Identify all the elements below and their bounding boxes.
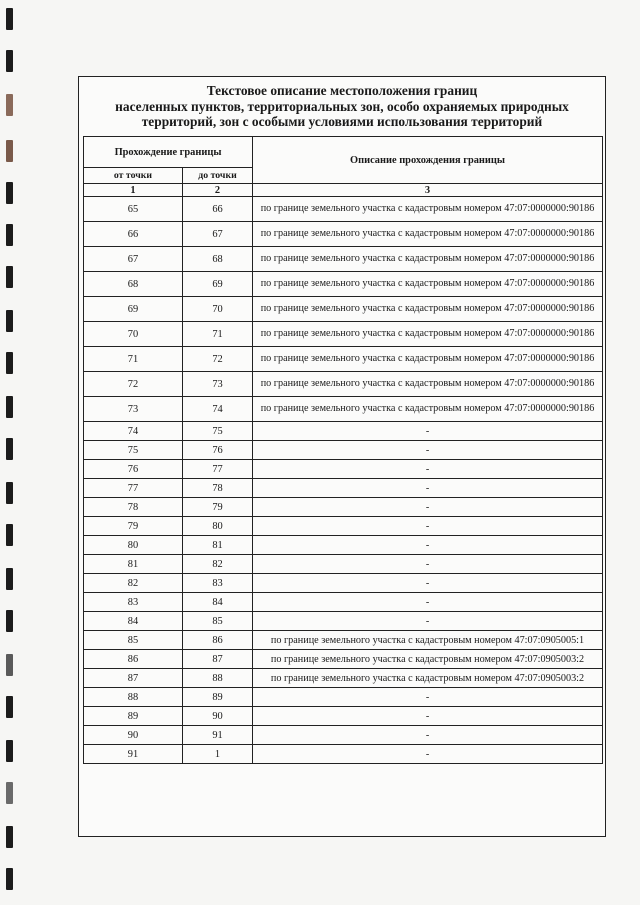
table-row xyxy=(84,517,603,536)
to-point-cell: 91 xyxy=(183,726,253,745)
table-row xyxy=(84,650,603,669)
to-point-cell: 81 xyxy=(183,536,253,555)
table-row xyxy=(84,397,603,422)
to-point-cell: 86 xyxy=(183,631,253,650)
col-number-1: 1 xyxy=(84,184,183,197)
description-cell: - xyxy=(253,460,603,479)
header-description: Описание прохождения границы xyxy=(253,137,603,184)
col-number-3: 3 xyxy=(253,184,603,197)
from-point-cell: 71 xyxy=(84,347,183,372)
to-point-cell: 88 xyxy=(183,669,253,688)
table-row xyxy=(84,372,603,397)
table-row xyxy=(84,631,603,650)
description-cell: - xyxy=(253,479,603,498)
from-point-cell: 65 xyxy=(84,197,183,222)
table-row xyxy=(84,297,603,322)
to-point-cell: 83 xyxy=(183,574,253,593)
to-point-cell: 72 xyxy=(183,347,253,372)
description-cell: по границе земельного участка с кадастровым номером 47:07:0000000:90186 xyxy=(253,347,603,372)
to-point-cell: 87 xyxy=(183,650,253,669)
to-point-cell: 69 xyxy=(183,272,253,297)
description-cell: - xyxy=(253,707,603,726)
table-row xyxy=(84,726,603,745)
table-row xyxy=(84,669,603,688)
from-point-cell: 81 xyxy=(84,555,183,574)
description-cell: по границе земельного участка с кадастровым номером 47:07:0905003:2 xyxy=(253,650,603,669)
description-cell: - xyxy=(253,555,603,574)
from-point-cell: 70 xyxy=(84,322,183,347)
from-point-cell: 69 xyxy=(84,297,183,322)
table-row xyxy=(84,247,603,272)
header-passage: Прохождение границы xyxy=(84,137,253,168)
table-body xyxy=(84,197,603,764)
description-cell: по границе земельного участка с кадастровым номером 47:07:0000000:90186 xyxy=(253,272,603,297)
description-cell: по границе земельного участка с кадастровым номером 47:07:0905003:2 xyxy=(253,669,603,688)
from-point-cell: 83 xyxy=(84,593,183,612)
table-row xyxy=(84,222,603,247)
description-cell: по границе земельного участка с кадастровым номером 47:07:0000000:90186 xyxy=(253,222,603,247)
table-row xyxy=(84,745,603,764)
description-cell: - xyxy=(253,422,603,441)
to-point-cell: 67 xyxy=(183,222,253,247)
description-cell: по границе земельного участка с кадастровым номером 47:07:0905005:1 xyxy=(253,631,603,650)
table-row xyxy=(84,272,603,297)
from-point-cell: 72 xyxy=(84,372,183,397)
from-point-cell: 73 xyxy=(84,397,183,422)
from-point-cell: 75 xyxy=(84,441,183,460)
description-cell: - xyxy=(253,517,603,536)
to-point-cell: 82 xyxy=(183,555,253,574)
table-row xyxy=(84,498,603,517)
col-number-2: 2 xyxy=(183,184,253,197)
to-point-cell: 73 xyxy=(183,372,253,397)
to-point-cell: 85 xyxy=(183,612,253,631)
table-row xyxy=(84,347,603,372)
description-cell: по границе земельного участка с кадастровым номером 47:07:0000000:90186 xyxy=(253,197,603,222)
from-point-cell: 82 xyxy=(84,574,183,593)
to-point-cell: 70 xyxy=(183,297,253,322)
description-cell: по границе земельного участка с кадастровым номером 47:07:0000000:90186 xyxy=(253,297,603,322)
from-point-cell: 90 xyxy=(84,726,183,745)
table-row xyxy=(84,422,603,441)
from-point-cell: 89 xyxy=(84,707,183,726)
to-point-cell: 89 xyxy=(183,688,253,707)
table-row xyxy=(84,707,603,726)
from-point-cell: 74 xyxy=(84,422,183,441)
to-point-cell: 75 xyxy=(183,422,253,441)
from-point-cell: 87 xyxy=(84,669,183,688)
from-point-cell: 67 xyxy=(84,247,183,272)
boundary-table xyxy=(83,136,603,764)
to-point-cell: 74 xyxy=(183,397,253,422)
header-from: от точки xyxy=(84,168,183,184)
header-to: до точки xyxy=(183,168,253,184)
to-point-cell: 80 xyxy=(183,517,253,536)
from-point-cell: 91 xyxy=(84,745,183,764)
to-point-cell: 90 xyxy=(183,707,253,726)
table-row xyxy=(84,574,603,593)
table-row xyxy=(84,555,603,574)
to-point-cell: 68 xyxy=(183,247,253,272)
to-point-cell: 79 xyxy=(183,498,253,517)
description-cell: - xyxy=(253,536,603,555)
table-row xyxy=(84,536,603,555)
table-row xyxy=(84,460,603,479)
to-point-cell: 84 xyxy=(183,593,253,612)
title-line-3: территорий, зон с особыми условиями использования территорий xyxy=(141,114,543,129)
description-cell: - xyxy=(253,593,603,612)
table-row xyxy=(84,197,603,222)
title-line-1: Текстовое описание местоположения границ xyxy=(206,83,478,98)
from-point-cell: 66 xyxy=(84,222,183,247)
document-title xyxy=(79,83,605,130)
description-cell: - xyxy=(253,441,603,460)
description-cell: по границе земельного участка с кадастровым номером 47:07:0000000:90186 xyxy=(253,372,603,397)
table-row xyxy=(84,612,603,631)
from-point-cell: 88 xyxy=(84,688,183,707)
from-point-cell: 84 xyxy=(84,612,183,631)
to-point-cell: 77 xyxy=(183,460,253,479)
from-point-cell: 78 xyxy=(84,498,183,517)
table-row xyxy=(84,688,603,707)
from-point-cell: 77 xyxy=(84,479,183,498)
description-cell: по границе земельного участка с кадастровым номером 47:07:0000000:90186 xyxy=(253,322,603,347)
document-frame xyxy=(78,76,606,837)
to-point-cell: 1 xyxy=(183,745,253,764)
description-cell: по границе земельного участка с кадастровым номером 47:07:0000000:90186 xyxy=(253,247,603,272)
table-row xyxy=(84,322,603,347)
to-point-cell: 78 xyxy=(183,479,253,498)
title-line-2: населенных пунктов, территориальных зон, особо охраняемых природных xyxy=(115,98,569,114)
to-point-cell: 71 xyxy=(183,322,253,347)
description-cell: - xyxy=(253,498,603,517)
from-point-cell: 76 xyxy=(84,460,183,479)
binding-holes xyxy=(0,0,30,905)
description-cell: - xyxy=(253,688,603,707)
description-cell: - xyxy=(253,612,603,631)
description-cell: - xyxy=(253,745,603,764)
from-point-cell: 80 xyxy=(84,536,183,555)
from-point-cell: 85 xyxy=(84,631,183,650)
table-row xyxy=(84,479,603,498)
description-cell: по границе земельного участка с кадастровым номером 47:07:0000000:90186 xyxy=(253,397,603,422)
from-point-cell: 79 xyxy=(84,517,183,536)
table-row xyxy=(84,593,603,612)
to-point-cell: 76 xyxy=(183,441,253,460)
from-point-cell: 86 xyxy=(84,650,183,669)
description-cell: - xyxy=(253,726,603,745)
to-point-cell: 66 xyxy=(183,197,253,222)
description-cell: - xyxy=(253,574,603,593)
table-row xyxy=(84,441,603,460)
from-point-cell: 68 xyxy=(84,272,183,297)
